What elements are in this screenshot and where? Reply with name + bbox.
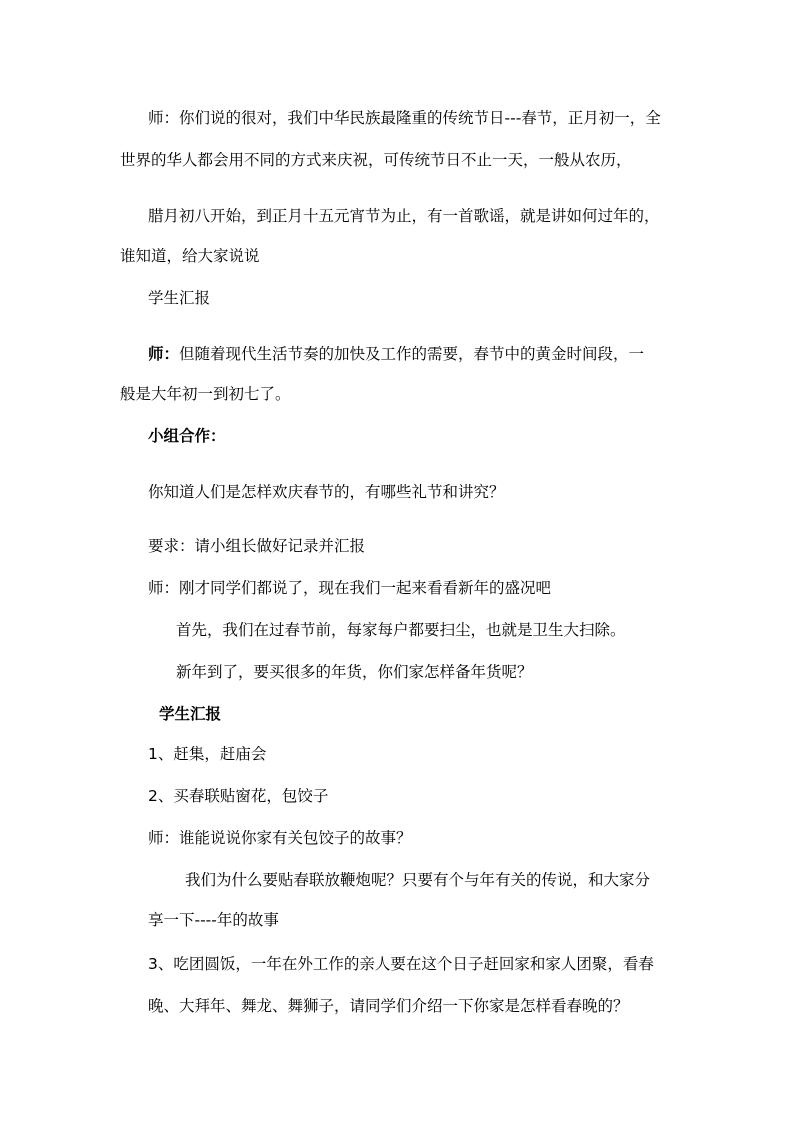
- paragraph-line: 我们为什么要贴春联放鞭炮呢？只要有个与年有关的传说，和大家分: [185, 871, 651, 889]
- list-item: 1、赶集，赶庙会: [148, 745, 267, 763]
- paragraph-line: 般是大年初一到初七了。: [120, 385, 291, 403]
- paragraph-line: 享一下----年的故事: [148, 911, 279, 929]
- paragraph-text: 但随着现代生活节奏的加快及工作的需要，春节中的黄金时间段，一: [179, 345, 645, 363]
- paragraph-line: 谁知道，给大家说说: [120, 247, 260, 265]
- paragraph-line: 腊月初八开始，到正月十五元宵节为止，有一首歌谣，就是讲如何过年的，: [148, 207, 660, 225]
- paragraph-line: 要求：请小组长做好记录并汇报: [148, 537, 366, 555]
- paragraph-line: 师：谁能说说你家有关包饺子的故事？: [148, 829, 412, 847]
- list-item: 2、买春联贴窗花，包饺子: [148, 787, 329, 805]
- paragraph-line: 首先，我们在过春节前，每家每户都要扫尘，也就是卫生大扫除。: [176, 621, 626, 639]
- section-heading: 学生汇报: [159, 705, 222, 723]
- section-heading: 小组合作：: [148, 427, 226, 445]
- paragraph-line: 师：你们说的很对，我们中华民族最隆重的传统节日---春节，正月初一，全: [148, 109, 661, 127]
- paragraph-line: [148, 344, 644, 364]
- list-item: 3、吃团圆饭，一年在外工作的亲人要在这个日子赶回家和家人团聚，看春: [148, 955, 654, 973]
- paragraph-line: 新年到了，要买很多的年货，你们家怎样备年货呢？: [176, 663, 533, 681]
- paragraph-line: 世界的华人都会用不同的方式来庆祝，可传统节日不止一天，一般从农历，: [120, 151, 632, 169]
- paragraph-line: 你知道人们是怎样欢庆春节的，有哪些礼节和讲究？: [148, 483, 505, 501]
- paragraph-line: 学生汇报: [148, 289, 211, 307]
- paragraph-line: 师：刚才同学们都说了，现在我们一起来看看新年的盛况吧: [148, 579, 552, 597]
- paragraph-line: 晚、大拜年、舞龙、舞狮子，请同学们介绍一下你家是怎样看春晚的？: [148, 997, 629, 1015]
- teacher-label: 师：: [148, 345, 180, 363]
